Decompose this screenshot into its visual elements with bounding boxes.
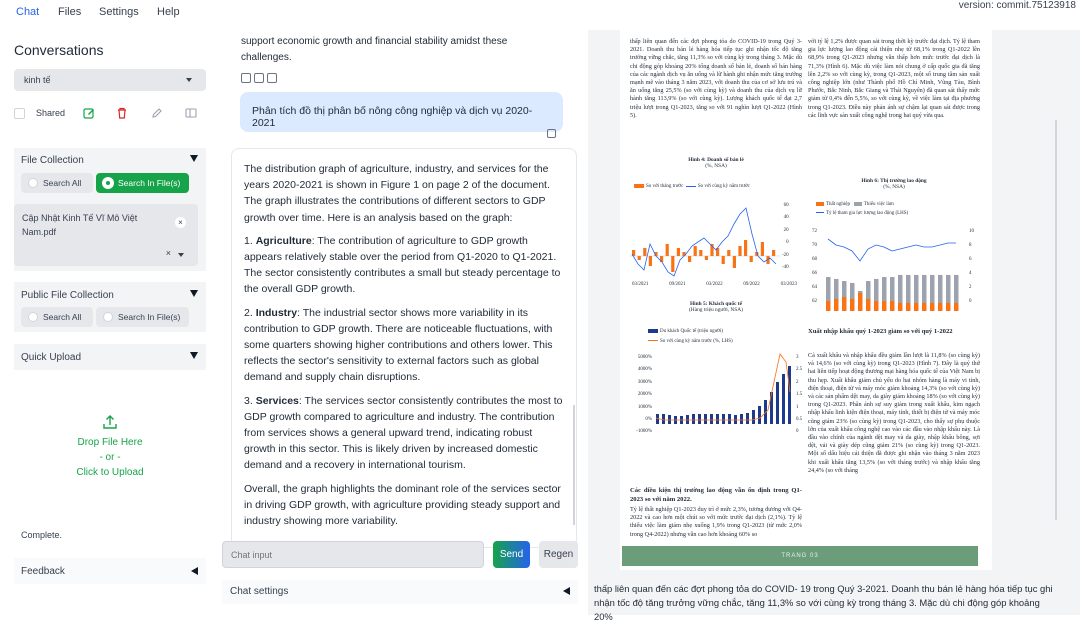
tab-files[interactable]: Files bbox=[58, 6, 82, 18]
axis-tick: 3000% bbox=[637, 379, 652, 385]
chart-bar bbox=[826, 301, 831, 311]
chart-bar bbox=[752, 410, 755, 424]
axis-tick: 68 bbox=[812, 257, 817, 262]
pencil-icon[interactable] bbox=[150, 106, 164, 120]
tab-chat[interactable]: Chat bbox=[16, 6, 40, 18]
radio-icon bbox=[103, 312, 113, 322]
send-button[interactable]: Send bbox=[493, 541, 530, 568]
chart-title-text: Hình 4: Doanh số bán lẻ bbox=[688, 157, 744, 163]
axis-tick: 4 bbox=[969, 271, 972, 276]
chart-bar bbox=[668, 415, 671, 424]
chart5-title bbox=[630, 301, 802, 313]
shared-label: Shared bbox=[36, 108, 66, 118]
chart-bar bbox=[727, 250, 730, 256]
chart-bar bbox=[699, 250, 702, 256]
chart-subtitle: (%, NSA) bbox=[705, 163, 727, 169]
axis-tick: 1 bbox=[796, 404, 799, 410]
chart6-right-axis bbox=[969, 225, 974, 309]
chart-bar bbox=[686, 415, 689, 424]
chart-bar bbox=[866, 281, 871, 299]
chart-bar bbox=[698, 414, 701, 424]
chat-input[interactable] bbox=[222, 541, 484, 568]
chart-bar bbox=[874, 301, 879, 311]
chart-bar bbox=[938, 303, 943, 311]
chart-bar bbox=[750, 256, 753, 262]
chart-subtitle: (Hàng triệu người, NSA) bbox=[689, 307, 743, 313]
axis-tick: 2.5 bbox=[796, 367, 803, 373]
axis-tick: 03/2021 bbox=[632, 282, 649, 287]
chart-bar bbox=[898, 275, 903, 303]
chart-bar bbox=[930, 303, 935, 311]
chart-bar bbox=[776, 382, 779, 424]
search-in-files-radio[interactable] bbox=[96, 173, 189, 193]
chart-bar bbox=[930, 275, 935, 303]
axis-tick: 0 bbox=[786, 240, 789, 246]
tab-settings[interactable]: Settings bbox=[99, 6, 139, 18]
labor-text: Tỷ lệ thất nghiệp Q1-2023 duy trì ở mức 2,3%, tương đương với Q4-2022 và cao hơn một chút so với mức trước đại dịch (2,1%). Tỷ lệ thiếu việc làm giảm nhẹ xuống 1,9% trong Q1-2023 (từ mức 2,0% trong Q4-2022) nhưng vẫn cao hơn khoảng 60% so bbox=[630, 506, 802, 538]
chart6-bars bbox=[826, 275, 959, 311]
radio-icon bbox=[28, 312, 38, 322]
point-text: : The services sector consistently contributes the most to GDP growth compared to agriculture and industry. The contribution from services shows a general upward trend, indicating robust growth in this sector. This is likely driven by increased domestic demand and a recovery in international tourism. bbox=[244, 394, 563, 472]
chart-bar bbox=[842, 297, 847, 311]
copy-icon[interactable] bbox=[267, 73, 277, 83]
axis-tick: 66 bbox=[812, 271, 817, 276]
tab-help[interactable]: Help bbox=[157, 6, 180, 18]
chart6-labor-market bbox=[824, 225, 964, 311]
doc-bottom-text: thấp liên quan đến các đợt phong tỏa do COVID- 19 trong Quý 3-2021. Doanh thu bán lẻ hàng hóa tiếp tục ghi nhận tốc độ tăng trưởng vững chắc, tăng 11,3% so với cùng kỳ trong tháng 3. Mặc dù chi động góp khoảng 20% bbox=[594, 583, 1053, 622]
axis-tick: 6 bbox=[969, 257, 972, 262]
chart-bar bbox=[728, 414, 731, 424]
chart5-left-axis bbox=[626, 352, 652, 439]
previous-bot-message: support economic growth and financial stability amidst these challenges. bbox=[241, 36, 508, 63]
point-label: Services bbox=[255, 394, 299, 407]
chart5-bars bbox=[656, 366, 791, 424]
chart-bar bbox=[834, 299, 839, 311]
edit-icon[interactable] bbox=[82, 106, 96, 120]
axis-tick: 8 bbox=[969, 243, 972, 248]
point-label: Agriculture bbox=[255, 234, 312, 247]
bot-outro: Overall, the graph highlights the dominant role of the services sector in driving GDP growth, with agriculture providing steady support and industry showing more variability. bbox=[244, 482, 561, 528]
chart-bar bbox=[710, 414, 713, 424]
chart-bar bbox=[858, 291, 863, 293]
chart-bar bbox=[638, 256, 641, 260]
chart-bar bbox=[758, 406, 761, 424]
sidebar-toggle-icon[interactable] bbox=[184, 106, 198, 120]
selected-file-name: Cập Nhật Kinh Tế Vĩ Mô Việt Nam.pdf bbox=[22, 213, 138, 237]
chart-bar bbox=[744, 240, 747, 256]
chart-bar bbox=[643, 248, 646, 256]
chart-bar bbox=[716, 414, 719, 424]
chart-bar bbox=[834, 279, 839, 299]
chart4-retail-sales bbox=[630, 194, 802, 290]
radio-icon bbox=[28, 178, 38, 188]
doc-left-text: thấp liên quan đến các đợt phong tỏa do COVID-19 trong Quý 3-2021. Doanh thu bán lẻ hàng hóa tiếp tục ghi nhận tốc độ tăng trưởng vững chắc, tăng 11,3% so với cùng kỳ trong tháng 3. Mặc dù chi động góp khoảng 20% tổng doanh số bán lẻ, doanh số bán hàng của các ngành dịch vụ ăn uống và lữ hành ghi nhận mức tăng trưởng mạnh mẽ vào tháng 3 năm 2023, với doanh thu của cơ sở lưu trú và ăn uống tăng 25,5% (so với cùng kỳ) và doanh thu của dịch vụ lữ hành tăng 113,9% (so với cùng kỳ). Lượng khách quốc tế đạt 2,7 triệu lượt trong Q1-2023, tăng so với 91 nghìn lượt Q1-2022 (Hình 5). bbox=[630, 38, 802, 119]
chart-subtitle: (%, NSA) bbox=[883, 184, 905, 190]
radio-label: Search All bbox=[43, 312, 82, 322]
chart4-line bbox=[632, 208, 776, 276]
document-scrollbar[interactable] bbox=[1055, 120, 1057, 520]
axis-tick: 2 bbox=[796, 379, 799, 385]
legend-swatch bbox=[854, 202, 862, 206]
chart-bar bbox=[734, 415, 737, 424]
legend-swatch bbox=[686, 186, 696, 187]
chart-bar bbox=[761, 242, 764, 256]
public-file-collection-panel bbox=[14, 282, 206, 332]
axis-tick: -40 bbox=[782, 265, 789, 271]
file-collection-title: File Collection bbox=[21, 155, 84, 166]
feedback-panel[interactable] bbox=[14, 558, 206, 584]
version-label: version: commit.75123918 bbox=[958, 0, 1076, 11]
selected-file-chip[interactable] bbox=[14, 204, 198, 266]
chart-bar bbox=[740, 414, 743, 424]
status-text: Complete. bbox=[21, 530, 63, 540]
axis-tick: 62 bbox=[812, 299, 817, 304]
chart6-left-axis bbox=[812, 225, 817, 309]
chart-bar bbox=[722, 256, 725, 264]
chat-area bbox=[222, 30, 578, 530]
radio-label: Search In File(s) bbox=[118, 312, 181, 322]
chart-bar bbox=[666, 244, 669, 256]
legend-label: So với cùng kỳ năm trước bbox=[697, 184, 750, 190]
export-heading: Xuất nhập khẩu quý 1-2023 giảm so với quý 1-2022 bbox=[808, 328, 953, 335]
bot-point-services: 3. Services: The services sector consistently contributes the most to GDP growth compared to agriculture and industry. The contribution from services shows a general upward trend, indicating robust growth in this sector. This is likely driven by increased domestic demand and a recovery in international tourism. bbox=[244, 394, 563, 472]
chart-bar bbox=[850, 299, 855, 311]
chart-bar bbox=[722, 414, 725, 424]
search-all-radio[interactable] bbox=[21, 173, 93, 193]
chart4-x-axis bbox=[632, 282, 797, 287]
legend-label: Thiếu việc làm bbox=[863, 202, 894, 207]
collapse-icon[interactable] bbox=[190, 290, 198, 297]
axis-tick: 40 bbox=[783, 215, 789, 221]
chart-bar bbox=[866, 299, 871, 311]
chat-settings-panel[interactable] bbox=[222, 580, 578, 604]
chart-bar bbox=[826, 277, 831, 301]
radio-label: Search In File(s) bbox=[118, 178, 181, 188]
chart-bar bbox=[946, 275, 951, 303]
upload-icon bbox=[102, 414, 118, 430]
legend-label: Thất nghiệp bbox=[826, 202, 851, 207]
legend-label: So với cùng kỳ năm trước (%, LHS) bbox=[660, 339, 733, 344]
chart-bar bbox=[788, 366, 791, 424]
chart-bar bbox=[890, 301, 895, 311]
axis-tick: 03/2022 bbox=[706, 282, 723, 287]
axis-tick: 5000% bbox=[637, 355, 652, 360]
or-text: - or - bbox=[99, 452, 121, 463]
chart4-right-axis bbox=[782, 200, 789, 274]
axis-tick: 0 bbox=[969, 299, 972, 304]
axis-tick: 72 bbox=[812, 229, 817, 234]
bot-point-agriculture: 1. Agriculture: The contribution of agriculture to GDP growth appears relatively stable over the period from Q1-2020 to Q1-2021. The sector consistently contributes a small but steady percentage to the overall GDP growth. bbox=[244, 234, 561, 296]
remove-file-icon[interactable]: × bbox=[175, 217, 186, 228]
chart-bar bbox=[705, 256, 708, 260]
axis-tick: 64 bbox=[812, 285, 817, 290]
page-footer: TRANG 03 bbox=[622, 546, 978, 566]
document-preview[interactable] bbox=[588, 30, 1080, 622]
chat-settings-title: Chat settings bbox=[230, 586, 289, 597]
conversations-title: Conversations bbox=[14, 42, 104, 58]
chart5-international-visitors bbox=[654, 352, 794, 442]
axis-tick: 10 bbox=[969, 229, 974, 234]
top-nav bbox=[0, 0, 1080, 28]
public-search-in-files-radio[interactable] bbox=[96, 307, 189, 327]
chart5-line bbox=[656, 354, 790, 420]
axis-tick: 1.5 bbox=[796, 392, 803, 398]
chart-bar bbox=[882, 301, 887, 311]
chart-bar bbox=[922, 275, 927, 303]
chart-bar bbox=[874, 279, 879, 301]
chart6-line bbox=[828, 239, 956, 261]
chat-scrollbar[interactable] bbox=[573, 405, 575, 525]
doc-right-text: với tỷ lệ 1,2% được quan sát trong thời kỳ trước đại dịch. Tỷ lệ tham gia lực lượng lao động cải thiện nhẹ từ 68,1% trong Q1-2022 lên 68,9% trong Q1-2023 nhưng vẫn thấp hơn mức trước đại dịch là 71,3% (Hình 6). Mặc dù việc làm nói chung ở cấp quốc gia đã tăng lên 2,2% so với cùng kỳ, trong Q1-2023, một số trung tâm sản xuất công nghiệp lớn (như Thành phố Hồ Chí Minh, Vũng Tàu, Bình Phước, Bắc Ninh, Bắc Giang và Thái Nguyên) đã quan sát thấy mức giảm từ 0,4% đến 5,5%, so với cùng kỳ, về việc làm tại địa phương trong Q1-2023. Điều này phản ánh sự chậm lại quan sát được trong các lĩnh vực sản xuất công nghệ trong hai quý vừa qua. bbox=[808, 38, 980, 119]
delete-icon[interactable] bbox=[115, 106, 129, 120]
chart-bar bbox=[898, 303, 903, 311]
expand-icon[interactable] bbox=[563, 587, 570, 595]
public-search-all-radio[interactable] bbox=[21, 307, 93, 327]
point-text: : The industrial sector shows more variability in its contribution to GDP growth. There are noticeable fluctuations, with some quarters showing higher contributions and others lower. This reflects the sector's sensitivity to external factors such as global demand and supply chain disruptions. bbox=[244, 306, 553, 384]
chart4-title bbox=[630, 157, 802, 169]
expand-icon[interactable] bbox=[191, 567, 198, 575]
chart-bar bbox=[954, 303, 959, 311]
chart-bar bbox=[738, 246, 741, 256]
chart-title-text: Hình 5: Khách quốc tế bbox=[689, 301, 743, 307]
point-label: Industry bbox=[255, 306, 298, 319]
chart5-right-axis bbox=[796, 352, 802, 439]
chart-bar bbox=[938, 275, 943, 303]
chart-bar bbox=[692, 414, 695, 424]
chart-bar bbox=[914, 303, 919, 311]
shared-checkbox[interactable] bbox=[14, 108, 25, 119]
click-upload-text[interactable]: Click to Upload bbox=[76, 467, 144, 478]
chevron-down-icon[interactable] bbox=[178, 253, 184, 257]
legend-swatch bbox=[648, 340, 658, 341]
radio-label: Search All bbox=[43, 178, 82, 188]
sidebar bbox=[0, 36, 214, 615]
axis-tick: 0.5 bbox=[796, 417, 803, 423]
axis-tick: 2 bbox=[969, 285, 972, 290]
upload-dropzone[interactable] bbox=[14, 370, 206, 545]
pdf-page bbox=[620, 30, 992, 570]
axis-tick: 70 bbox=[812, 243, 817, 248]
bot-point-industry: 2. Industry: The industrial sector shows more variability in its contribution to GDP growth. There are noticeable fluctuations, with some quarters showing higher contributions and others lower. This reflects the sector's sensitivity to external factors such as global demand and supply chain disruptions. bbox=[244, 306, 553, 384]
bot-intro: The distribution graph of agriculture, industry, and services for the years 2020-2021 is shown in Figure 1 on page 2 of the document. The graph illustrates the contributions of different sectors to GDP growth over time. Here is an analysis based on the graph: bbox=[244, 163, 550, 224]
chart-bar bbox=[782, 374, 785, 424]
conversation-toolbar bbox=[14, 104, 206, 126]
chevron-down-icon bbox=[186, 78, 192, 82]
chart-bar bbox=[746, 413, 749, 424]
chart6-title bbox=[808, 178, 980, 190]
axis-tick: 4000% bbox=[637, 367, 652, 373]
chart-bar bbox=[946, 303, 951, 311]
radio-icon bbox=[103, 178, 113, 188]
axis-tick: 0% bbox=[645, 417, 652, 423]
copy-icon[interactable] bbox=[547, 129, 556, 138]
chart6-legend bbox=[816, 200, 908, 218]
chart-bar bbox=[882, 277, 887, 301]
axis-tick: 20 bbox=[783, 227, 789, 233]
chart-bar bbox=[704, 414, 707, 424]
chart-bar bbox=[733, 256, 736, 268]
legend-label: Du khách Quốc tế (triệu người) bbox=[660, 329, 723, 334]
axis-tick: -1000% bbox=[636, 429, 652, 435]
axis-tick: 09/2021 bbox=[669, 282, 686, 287]
legend-swatch bbox=[634, 184, 644, 188]
point-text: : The contribution of agriculture to GDP growth appears relatively stable over the period from Q1-2020 to Q1-2021. The sector consistently contributes a small but steady percentage to the overall GDP growth. bbox=[244, 234, 561, 296]
message-actions bbox=[241, 70, 280, 88]
chart-bar bbox=[954, 275, 959, 303]
chart-bar bbox=[890, 277, 895, 301]
chart-bar bbox=[914, 275, 919, 303]
thumbs-up-icon[interactable] bbox=[241, 73, 251, 83]
chart-bar bbox=[922, 303, 927, 311]
drop-file-text: Drop File Here bbox=[77, 437, 143, 448]
legend-swatch bbox=[816, 202, 824, 206]
axis-tick: 2000% bbox=[637, 392, 652, 398]
chart-bar bbox=[677, 248, 680, 256]
legend-label: Tỷ lệ tham gia lực lượng lao động (LHS) bbox=[826, 211, 909, 216]
chart-bar bbox=[649, 256, 652, 266]
chart4-legend bbox=[634, 184, 750, 189]
conversation-select-value: kinh tế bbox=[24, 75, 51, 85]
chart-bar bbox=[671, 256, 674, 272]
quick-upload-title: Quick Upload bbox=[21, 352, 82, 363]
public-collection-title: Public File Collection bbox=[21, 290, 114, 301]
chart-title-text: Hình 6: Thị trường lao động bbox=[861, 178, 927, 184]
chart-bar bbox=[688, 256, 691, 262]
legend-swatch bbox=[816, 212, 824, 213]
feedback-title: Feedback bbox=[21, 566, 65, 577]
axis-tick: 03/2023 bbox=[780, 282, 797, 287]
axis-tick: -20 bbox=[782, 252, 789, 258]
user-message: Phân tích đồ thị phân bố nông công nghiệp và dịch vụ 2020-2021 bbox=[240, 92, 563, 132]
chart-bar bbox=[858, 293, 863, 311]
axis-tick: 3 bbox=[796, 355, 799, 360]
export-text: Cả xuất khẩu và nhập khẩu đều giảm lần lượt là 11,8% (so cùng kỳ) và 14,6% (so với cùng kỳ) trong Q1-2023 (Hình 7). Đây là quý thứ hai liên tiếp hoạt động thương mại hàng hóa quốc tế của Việt Nam bị thu hẹp. Xuất khẩu giảm chủ yếu do hai nhóm hàng là máy vi tính, điện thoại, điện tử và máy móc giảm khoảng 14,3% (so với cùng kỳ) và các sản phẩm dệt may, da giày giảm khoảng 18% (so với cùng kỳ) trong Q1-2023. Phân ánh sự suy giảm trong xuất khẩu, kim ngạch nhập khẩu linh kiện điện thoại, máy tính, thiết bị điện tử và máy móc cũng giảm 23% (so cùng kỳ) trong Q1-2023, cho thấy sự phụ thuộc lớn của xuất khẩu công nghệ cao vào các đầu vào nhập khẩu này. Là đầu vào chính của ngành dệt may và da giày, nhập khẩu bông, sợi dệt, vải và giày dép cũng giảm 21% (so cùng kỳ) trong Q1-2023. Một số dấu hiệu cải thiện đã được ghi nhận vào tháng 3 năm 2023 khi xuất khẩu tăng 13,5% (so với tháng trước) và nhập khẩu tăng 24,4% (so với tháng bbox=[808, 352, 980, 474]
chart-bar bbox=[772, 250, 775, 256]
axis-tick: 09/2022 bbox=[743, 282, 760, 287]
chart-bar bbox=[906, 303, 911, 311]
bot-message bbox=[231, 148, 577, 548]
regen-button[interactable]: Regen bbox=[539, 541, 578, 568]
chart5-legend bbox=[648, 327, 733, 347]
legend-label: So với tháng trước bbox=[646, 184, 684, 190]
axis-tick: 0 bbox=[796, 429, 799, 435]
legend-swatch bbox=[648, 329, 658, 333]
thumbs-down-icon[interactable] bbox=[254, 73, 264, 83]
chart-bar bbox=[906, 275, 911, 303]
chart-bar bbox=[850, 283, 855, 299]
chart-bar bbox=[842, 281, 847, 297]
chart-bar bbox=[694, 246, 697, 256]
axis-tick: 1000% bbox=[637, 404, 652, 410]
conversation-select[interactable] bbox=[14, 69, 206, 91]
labor-heading: Các điều kiện thị trường lao động vẫn ổn định trong Q1-2023 so với năm 2022. bbox=[630, 487, 802, 503]
clear-icon[interactable]: × bbox=[165, 248, 171, 258]
axis-tick: 60 bbox=[783, 203, 789, 208]
chart-bar bbox=[662, 414, 665, 424]
collapse-icon[interactable] bbox=[190, 155, 198, 162]
collapse-icon[interactable] bbox=[190, 352, 198, 359]
